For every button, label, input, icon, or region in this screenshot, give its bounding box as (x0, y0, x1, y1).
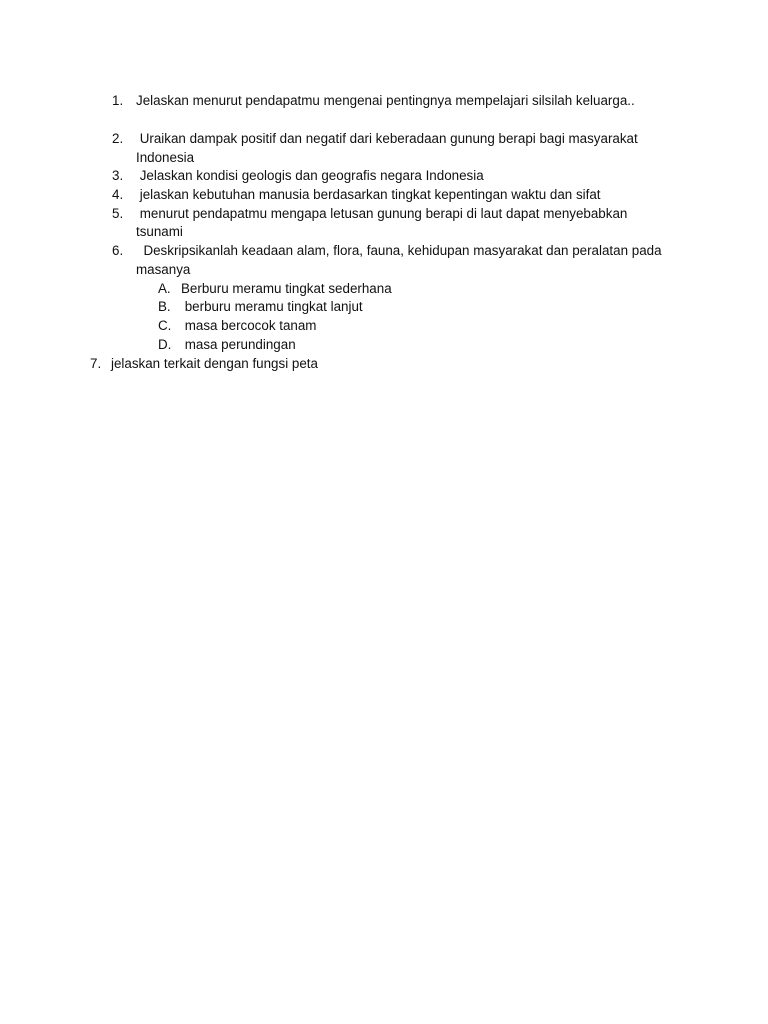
question-number: 6. (112, 243, 124, 258)
question-text-continued: Indonesia (136, 150, 195, 165)
question-text-continued: masanya (136, 262, 191, 277)
subitem-letter: A. (158, 281, 171, 296)
question-number: 3. (112, 168, 124, 183)
question-number: 4. (112, 187, 124, 202)
question-text: Deskripsikanlah keadaan alam, flora, fauna, kehidupan masyarakat dan peralatan pada (136, 243, 662, 258)
question-number: 7. (90, 356, 102, 371)
subitem-letter: B. (158, 299, 171, 314)
question-text: Jelaskan menurut pendapatmu mengenai pentingnya mempelajari silsilah keluarga.. (136, 93, 635, 108)
question-text: jelaskan terkait dengan fungsi peta (111, 356, 318, 371)
subitem-letter: C. (158, 318, 172, 333)
subitem-text: masa perundingan (181, 337, 296, 352)
question-text-continued: tsunami (136, 224, 183, 239)
subitem-text: berburu meramu tingkat lanjut (181, 299, 363, 314)
question-number: 1. (112, 93, 124, 108)
subitem-text: masa bercocok tanam (181, 318, 317, 333)
question-text: Uraikan dampak positif dan negatif dari keberadaan gunung berapi bagi masyarakat (136, 131, 638, 146)
question-text: menurut pendapatmu mengapa letusan gunung berapi di laut dapat menyebabkan (136, 206, 628, 221)
question-text: Jelaskan kondisi geologis dan geografis negara Indonesia (136, 168, 484, 183)
question-text: jelaskan kebutuhan manusia berdasarkan tingkat kepentingan waktu dan sifat (136, 187, 601, 202)
subitem-text: Berburu meramu tingkat sederhana (181, 281, 392, 296)
subitem-letter: D. (158, 337, 172, 352)
question-number: 5. (112, 206, 124, 221)
question-number: 2. (112, 131, 124, 146)
